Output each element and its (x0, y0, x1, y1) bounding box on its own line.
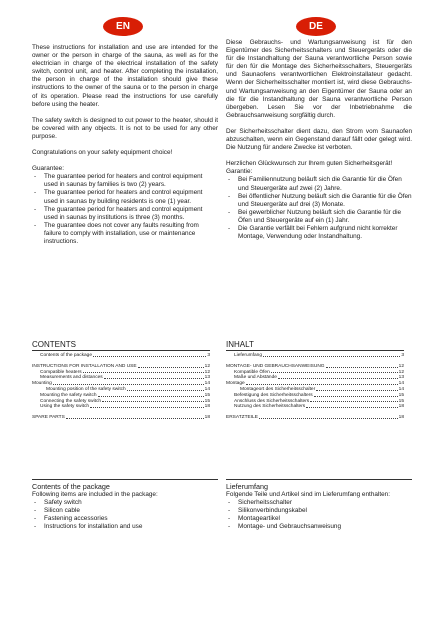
guarantee-item: - The guarantee does not cover any faults resulting from failure to comply with installation, use or maintenance instructions. (32, 222, 218, 246)
safety-paragraph: The safety switch is designed to cut power to the heater, should it be covered with any objects. It is not to be used for any other purpose. (32, 116, 218, 140)
toc-leader-dots (53, 381, 204, 385)
toc-entry-title: Maße und Abstände (234, 375, 277, 381)
package-item: - Montageartikel (226, 515, 412, 523)
toc-entry-title: Mounting (32, 381, 52, 387)
toc-leader-dots (314, 393, 398, 397)
toc-entry-title: ERSATZTEILE (226, 415, 258, 421)
toc-leader-dots (263, 353, 400, 357)
toc-entry-page: 14 (398, 386, 404, 392)
toc-leader-dots (66, 415, 204, 419)
toc-entry-title: SPARE PARTS (32, 415, 65, 421)
congrats-paragraph: Congratulations on your safety equipment choice! (32, 149, 173, 157)
package-item: - Safety switch (32, 499, 218, 507)
package-item: - Fastening accessories (32, 515, 218, 523)
toc-entry-title: Contents of the package (40, 353, 93, 358)
toc-entry-page: 15 (204, 392, 210, 398)
toc-entry-title: Montageort des Sicherheitsschalter (240, 386, 316, 392)
toc-entry-page: 14 (204, 386, 210, 392)
toc-entry-title: Befestigung des Sicherheitsschalters (234, 392, 313, 398)
toc-leader-dots (104, 375, 204, 379)
toc-entry-title: Nutzung des Sicherheitsschalters (234, 404, 306, 410)
guarantee-item: - The guarantee period for heaters and control equipment used in saunas by building residents is one (1) year. (32, 189, 218, 205)
package-intro: Folgende Teile und Artikel sind im Lieferumfang enthalten: (226, 491, 391, 499)
toc-entry-title: Connecting the safety switch (40, 398, 102, 404)
toc-german (226, 340, 404, 421)
toc-title: INHALT (226, 340, 404, 351)
package-intro: Following items are included in the package: (32, 491, 158, 499)
package-list (226, 499, 412, 531)
toc-entry-title: Kompatible Öfen (234, 369, 270, 375)
intro-paragraph: Diese Gebrauchs- und Wartungsanweisung ist für den Eigentümer des Sicherheitsschalters und Steuergeräts oder die für die Instandhaltung der Sauna verantwortliche Person sowie für den für die Montage des Sicherheitsschalters, Steuergeräts und Saunaofens verantwortlichen Elektroinstallateur gedacht. Wenn der Sicherheitsschalter montiert ist, wird diese Gebrauchs- und Wartungsanweisung an den Eigentümer der Sauna oder an die für die Instandhaltung der Sauna verantwortliche Person übergeben. Lesen Sie vor der Inbetriebnahme die Gebrauchsanweisung sorgfältig durch. (226, 39, 412, 119)
toc-entry-title: Montage (226, 381, 245, 387)
toc-leader-dots (90, 404, 204, 408)
package-list (32, 499, 218, 531)
safety-paragraph: Der Sicherheitsschalter dient dazu, den Strom vom Saunaofen abzuschalten, wenn ein Gegenstand darauf fällt oder gelegt wird. Die Nutzung für andere Zwecke ist verboten. (226, 127, 412, 152)
toc-entry-page: 18 (204, 415, 210, 421)
congrats-paragraph: Herzlichen Glückwunsch zur Ihrem guten Sicherheitsgerät! (226, 160, 393, 168)
package-item: - Montage- und Gebrauchsanweisung (226, 523, 412, 531)
toc-entry-page: 3 (207, 353, 210, 358)
guarantee-item: - Bei Familiennutzung beläuft sich die Garantie für die Öfen und Steuergeräte auf zwei (2) Jahre. (226, 176, 412, 192)
toc-entry-page: 14 (398, 381, 404, 387)
toc-entry-page: 18 (398, 404, 404, 410)
guarantee-item: - Bei öffentlicher Nutzung beläuft sich die Garantie für die Öfen und Steuergeräte auf drei (3) Monate. (226, 193, 412, 209)
toc-entry-title: Compatible heaters (40, 369, 82, 375)
toc-entry-page: 13 (398, 375, 404, 381)
package-item: - Silicon cable (32, 507, 218, 515)
language-badge-en: EN (103, 17, 143, 36)
intro-paragraph: These instructions for installation and use are intended for the owner or the person in charge of the sauna, as well as for the electrician in charge of the electrical installation of the safety switch, control unit, and heater. After completing the installation, the person in charge of the installation should give these instructions to the owner of the sauna or to the person in charge of its operation. Please read the instructions for use carefully before using the heater. (32, 44, 218, 108)
toc-entry-page: 18 (398, 415, 404, 421)
toc-title: CONTENTS (32, 340, 210, 351)
toc-entry-page: 13 (204, 375, 210, 381)
toc-entry-title: Lieferumfang (234, 353, 262, 358)
toc-entry-title: Mounting position of the safety switch (46, 386, 126, 392)
guarantee-item: - The guarantee period for heaters and control equipment used in saunas by institutions is three (3) months. (32, 206, 218, 222)
toc-leader-dots (98, 393, 204, 397)
package-title: Contents of the package (32, 479, 218, 491)
toc-english (32, 340, 210, 421)
toc-leader-dots (306, 404, 397, 408)
toc-entry-page: 12 (204, 369, 210, 375)
guarantee-item: - The guarantee period for heaters and control equipment used in saunas by families is two (2) years. (32, 173, 218, 189)
toc-leader-dots (102, 399, 204, 403)
toc-entry-page: 12 (398, 369, 404, 375)
guarantee-item: - Die Garantie verfällt bei Fehlern aufgrund nicht korrekter Montage, Verwendung oder Instandhaltung. (226, 225, 412, 241)
toc-leader-dots (83, 370, 204, 374)
toc-entry-page: 18 (204, 404, 210, 410)
toc-entry-page: 12 (398, 363, 404, 369)
guarantee-title: Garantie: (226, 168, 253, 176)
toc-leader-dots (271, 370, 398, 374)
toc-entry-page: 12 (204, 363, 210, 369)
toc-leader-dots (310, 399, 397, 403)
package-contents-english (32, 479, 218, 532)
guarantee-item: - Bei gewerblicher Nutzung beläuft sich die Garantie für die Öfen und Steuergeräte auf ein (1) Jahr. (226, 209, 412, 225)
toc-leader-dots (316, 387, 397, 391)
package-item: - Sicherheitsschalter (226, 499, 412, 507)
toc-entry-title: Mounting the safety switch (40, 392, 97, 398)
toc-entry-page: 14 (204, 381, 210, 387)
toc-entry[interactable] (32, 415, 210, 421)
toc-leader-dots (246, 381, 398, 385)
package-contents-german (226, 479, 412, 532)
toc-leader-dots (259, 415, 398, 419)
toc-entry-page: 15 (204, 398, 210, 404)
toc-entry-title: Measurements and distances (40, 375, 103, 381)
toc-entry-page: 15 (398, 398, 404, 404)
toc-entry-title: Using the safety switch (40, 404, 90, 410)
package-item: - Silikonverbindungskabel (226, 507, 412, 515)
toc-entry-title: MONTAGE- UND GEBRAUCHSANWEISUNG (226, 363, 325, 369)
english-column (32, 44, 218, 246)
toc-entry-title: Anschluss des Sicherheitsschalters (234, 398, 310, 404)
toc-entry-title: INSTRUCTIONS FOR INSTALLATION AND USE (32, 363, 137, 369)
toc-leader-dots (138, 364, 204, 368)
toc-leader-dots (326, 364, 398, 368)
toc-entry-page: 15 (398, 392, 404, 398)
toc-leader-dots (127, 387, 204, 391)
package-item: - Instructions for installation and use (32, 523, 218, 531)
guarantee-title: Guarantee: (32, 165, 64, 173)
toc-entry-page: 3 (401, 353, 404, 358)
package-title: Lieferumfang (226, 479, 412, 491)
language-badge-de: DE (296, 17, 336, 36)
toc-entry[interactable] (226, 415, 404, 421)
toc-leader-dots (93, 353, 206, 357)
toc-leader-dots (278, 375, 398, 379)
guarantee-list (226, 176, 412, 241)
guarantee-list (32, 173, 218, 246)
german-column (226, 39, 412, 241)
